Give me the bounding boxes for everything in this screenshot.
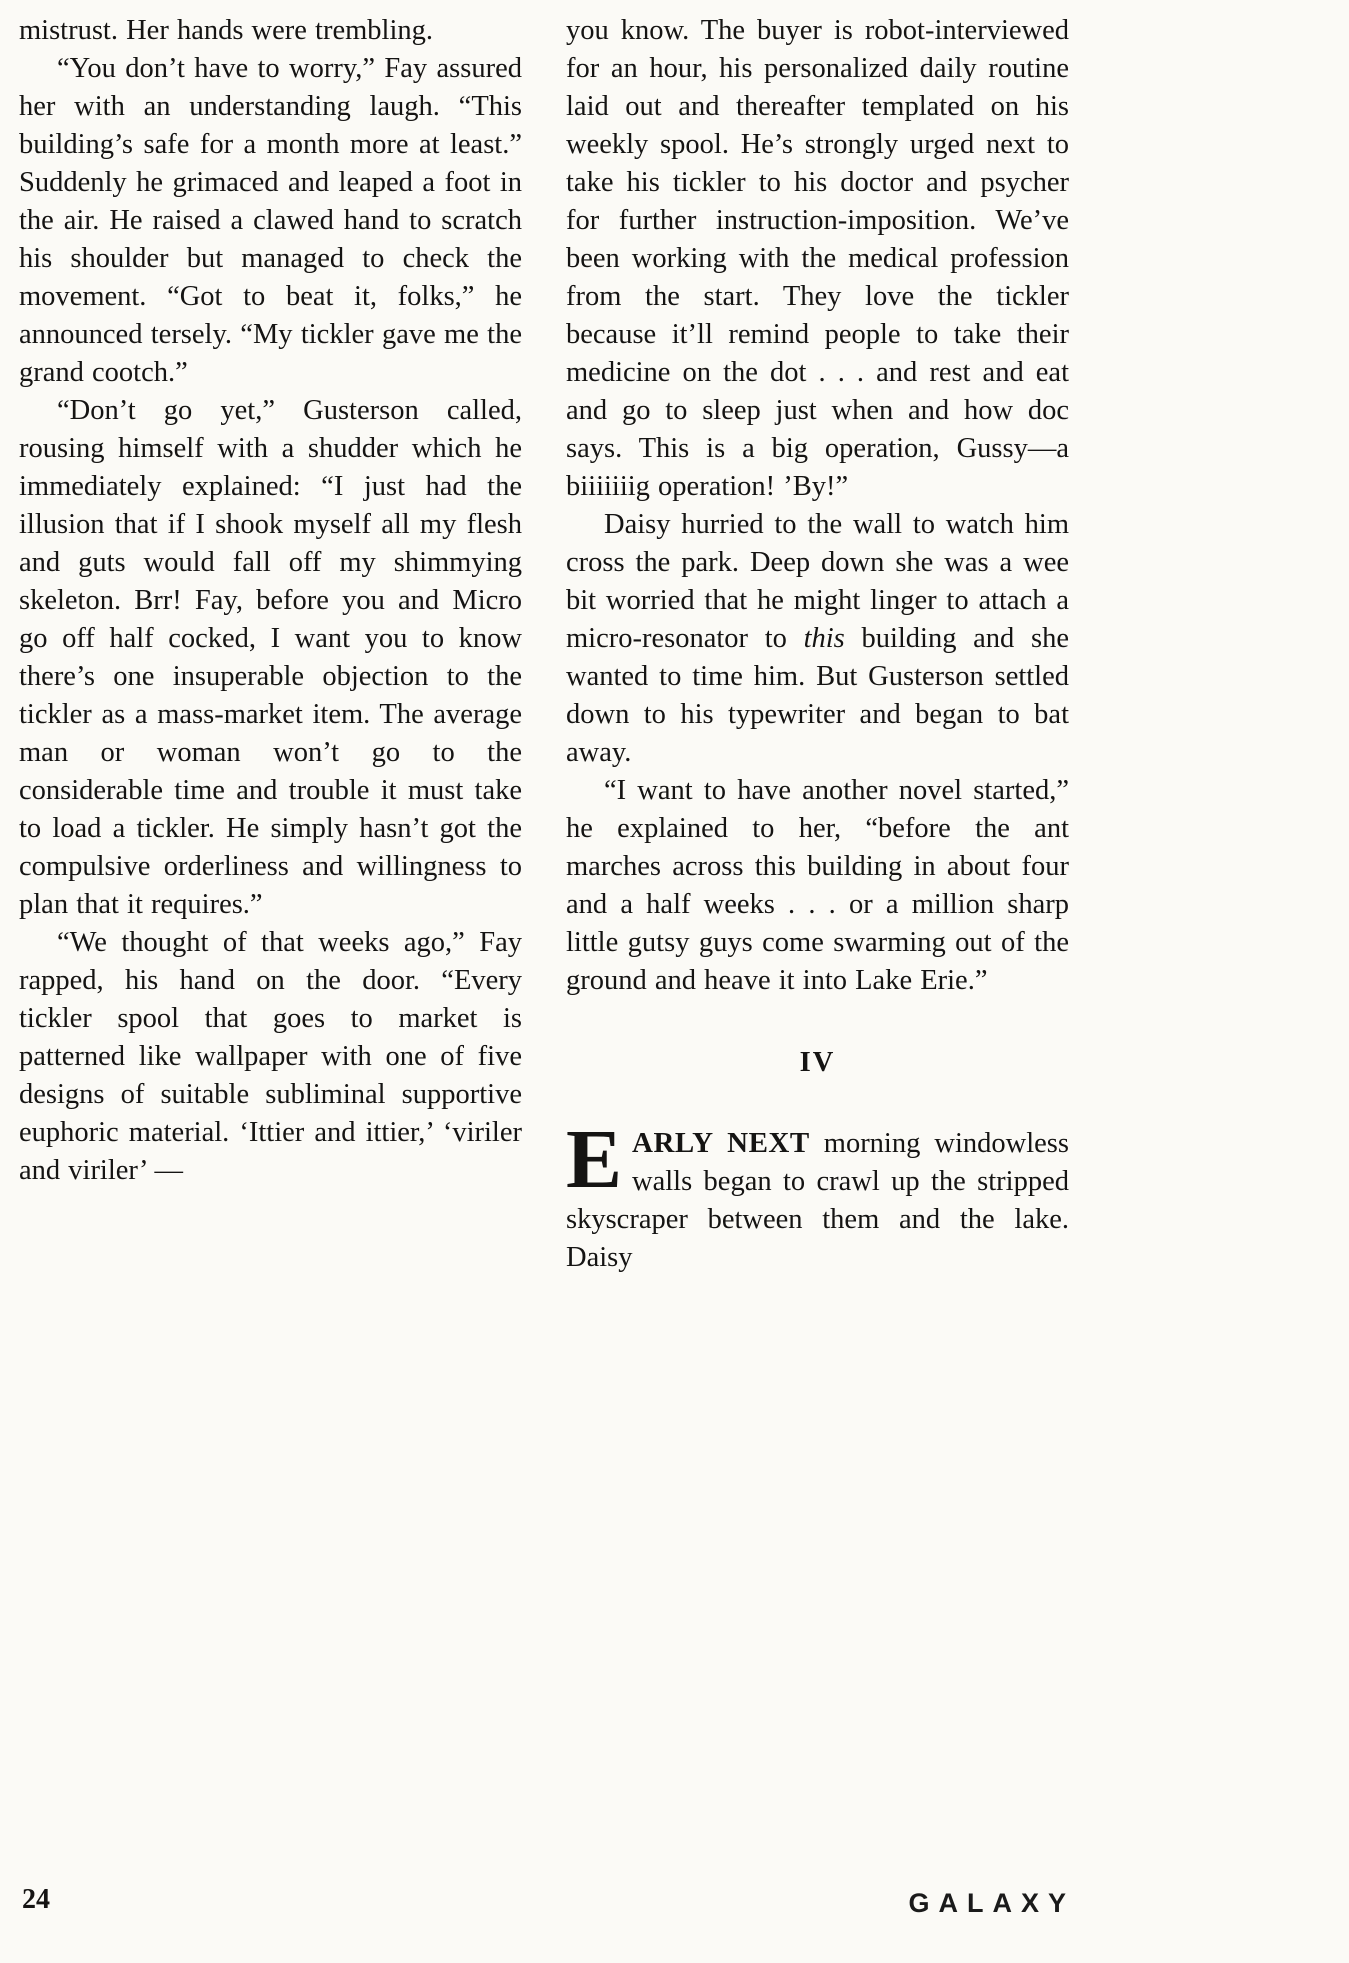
dropcap-paragraph — [566, 1113, 1069, 1277]
page-content — [19, 12, 1070, 1277]
section-heading: IV — [799, 1047, 836, 1078]
paragraph — [19, 50, 522, 392]
paragraph — [566, 506, 1069, 772]
left-column — [19, 12, 522, 1277]
paragraph — [19, 392, 522, 924]
paragraph — [566, 12, 1069, 506]
right-column — [566, 12, 1069, 1277]
drop-cap-initial: E — [566, 1113, 623, 1206]
text-run: “Don’t go yet,” Gusterson called, rousing himself with a shudder which he immediately explained: “I just had the illusion that if I shook myself all my flesh and guts would fall off my shimmying skeleton. Brr! Fay, before you and Micro go off half cocked, I want you to know there’s one insuperable objection to the tickler as a mass-market item. The average man or woman won’t go to the considerable time and trouble it must take to load a tickler. He simply hasn’t got the compulsive orderliness and willingness to plan that it requires.” — [19, 395, 522, 920]
lead-caps: ARLY NEXT — [632, 1127, 810, 1159]
page-number: 24 — [22, 1884, 50, 1915]
text-run: “We thought of that weeks ago,” Fay rapped, his hand on the door. “Every tickler spool that goes to market is patterned like wallpaper with one of five designs of suitable subliminal supportive euphoric material. ‘Ittier and ittier,’ ‘viriler and viriler’ — — [19, 927, 522, 1186]
text-run: “I want to have another novel started,” he explained to her, “before the ant marches across this building in about four and a half weeks . . . or a million sharp little gutsy guys come swarming out of the ground and heave it into Lake Erie.” — [566, 775, 1069, 996]
italic-text-run: this — [803, 623, 845, 654]
text-run: morning windowless walls began to crawl up the stripped skyscraper between them and the lake. Daisy — [566, 1128, 1069, 1273]
magazine-title: GALAXY — [908, 1888, 1075, 1918]
paragraph — [566, 772, 1069, 1000]
text-run: building and she wanted to time him. But Gusterson settled down to his typewriter and began to bat away. — [566, 623, 1069, 768]
text-run: Daisy hurried to the wall to watch him cross the park. Deep down she was a wee bit worried that he might linger to attach a micro-resonator to — [566, 509, 1069, 654]
text-run: mistrust. Her hands were trembling. — [19, 15, 433, 46]
text-run: “You don’t have to worry,” Fay assured her with an understanding laugh. “This building’s safe for a month more at least.” Suddenly he grimaced and leaped a foot in the air. He raised a clawed hand to scratch his shoulder but managed to check the movement. “Got to beat it, folks,” he announced tersely. “My tickler gave me the grand cootch.” — [19, 53, 522, 388]
paragraph — [19, 12, 522, 50]
paragraph — [19, 924, 522, 1190]
text-run: you know. The buyer is robot-interviewed for an hour, his personalized daily routine laid out and thereafter templated on his weekly spool. He’s strongly urged next to take his tickler to his doctor and psycher for further instruction-imposition. We’ve been working with the medical profession from the start. They love the tickler because it’ll remind people to take their medicine on the dot . . . and rest and eat and go to sleep just when and how doc says. This is a big operation, Gussy—a biiiiiiig operation! ’By!” — [566, 15, 1069, 502]
